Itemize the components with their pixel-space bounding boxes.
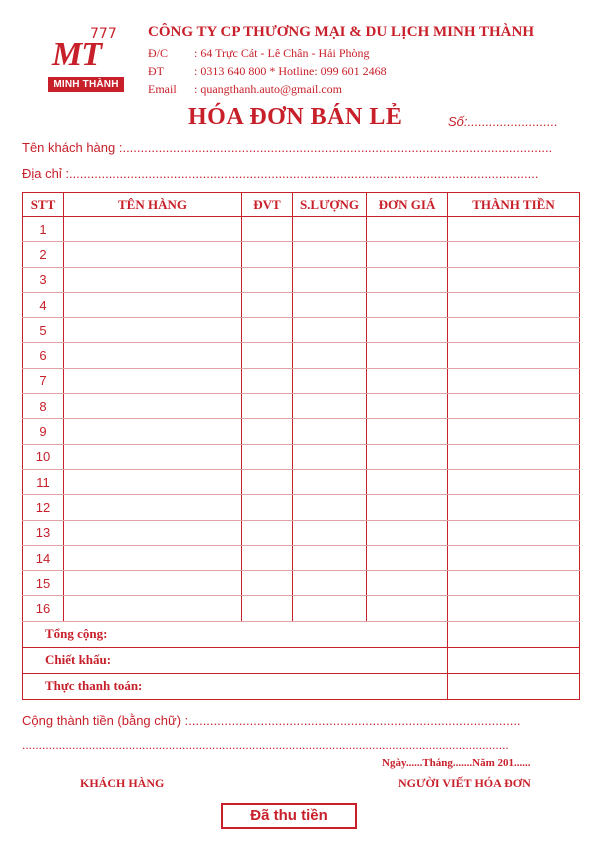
cell-unit xyxy=(242,368,293,393)
cell-amount xyxy=(448,343,580,368)
row-number: 1 xyxy=(23,217,64,242)
cell-price xyxy=(367,495,448,520)
row-number: 12 xyxy=(23,495,64,520)
cell-qty xyxy=(293,217,367,242)
cell-price xyxy=(367,394,448,419)
cell-item xyxy=(64,419,242,444)
cell-unit xyxy=(242,545,293,570)
cell-price xyxy=(367,242,448,267)
cell-price xyxy=(367,217,448,242)
cell-qty xyxy=(293,520,367,545)
cell-price xyxy=(367,343,448,368)
cell-price xyxy=(367,469,448,494)
table-row xyxy=(23,394,580,419)
company-name: CÔNG TY CP THƯƠNG MẠI & DU LỊCH MINH THÀNH xyxy=(148,24,534,40)
cell-unit xyxy=(242,520,293,545)
cell-price xyxy=(367,292,448,317)
cell-price xyxy=(367,596,448,621)
cell-price xyxy=(367,571,448,596)
logo-mark: MT xyxy=(52,36,101,73)
table-row xyxy=(23,469,580,494)
row-number: 4 xyxy=(23,292,64,317)
cell-unit xyxy=(242,444,293,469)
cell-qty xyxy=(293,545,367,570)
header-unit: ĐVT xyxy=(242,193,293,217)
cell-amount xyxy=(448,267,580,292)
cell-amount xyxy=(448,495,580,520)
customer-name-field: Tên khách hàng :....................................................................................................................... xyxy=(22,140,553,155)
cell-amount xyxy=(448,318,580,343)
items-table xyxy=(22,192,580,700)
issuer-signature-label: NGƯỜI VIẾT HÓA ĐƠN xyxy=(398,776,531,790)
cell-amount xyxy=(448,520,580,545)
address-key: Đ/C xyxy=(148,46,169,60)
total-in-words-field: Cộng thành tiền (bằng chữ) :............................................................................................ xyxy=(22,713,521,728)
table-row xyxy=(23,520,580,545)
row-number: 6 xyxy=(23,343,64,368)
cell-qty xyxy=(293,242,367,267)
cell-unit xyxy=(242,419,293,444)
cell-qty xyxy=(293,495,367,520)
header-quantity: S.LƯỢNG xyxy=(293,193,367,217)
summary-value-payable xyxy=(448,673,580,699)
table-row xyxy=(23,217,580,242)
table-row xyxy=(23,343,580,368)
cell-amount xyxy=(448,394,580,419)
header-item-name: TÊN HÀNG xyxy=(64,193,242,217)
table-row xyxy=(23,267,580,292)
cell-item xyxy=(64,217,242,242)
cell-qty xyxy=(293,267,367,292)
cell-item xyxy=(64,571,242,596)
cell-amount xyxy=(448,571,580,596)
table-row xyxy=(23,419,580,444)
cell-price xyxy=(367,318,448,343)
paid-stamp: Đã thu tiền xyxy=(221,803,357,829)
header-stt: STT xyxy=(23,193,64,217)
cell-unit xyxy=(242,469,293,494)
header-unit-price: ĐƠN GIÁ xyxy=(367,193,448,217)
company-phone xyxy=(148,64,387,79)
summary-label-payable: Thực thanh toán: xyxy=(23,673,448,699)
summary-label-discount: Chiết khấu: xyxy=(23,647,448,673)
table-header-row xyxy=(23,193,580,217)
logo-ticks: 777 xyxy=(90,26,117,42)
header-amount: THÀNH TIỀN xyxy=(448,193,580,217)
cell-qty xyxy=(293,444,367,469)
company-email xyxy=(148,82,342,97)
cell-amount xyxy=(448,469,580,494)
cell-price xyxy=(367,267,448,292)
cell-item xyxy=(64,469,242,494)
row-number: 2 xyxy=(23,242,64,267)
cell-qty xyxy=(293,469,367,494)
cell-price xyxy=(367,368,448,393)
logo-band: MINH THÀNH xyxy=(48,77,124,92)
cell-qty xyxy=(293,571,367,596)
cell-item xyxy=(64,267,242,292)
cell-unit xyxy=(242,596,293,621)
cell-unit xyxy=(242,343,293,368)
cell-price xyxy=(367,545,448,570)
table-row xyxy=(23,318,580,343)
cell-item xyxy=(64,318,242,343)
row-number: 15 xyxy=(23,571,64,596)
cell-amount xyxy=(448,217,580,242)
table-row xyxy=(23,545,580,570)
phone-value: : 0313 640 800 * Hotline: 099 601 2468 xyxy=(194,64,387,78)
cell-amount xyxy=(448,419,580,444)
sign-date: Ngày......Tháng.......Năm 201...... xyxy=(382,757,531,769)
cell-qty xyxy=(293,343,367,368)
row-number: 7 xyxy=(23,368,64,393)
invoice-title: HÓA ĐƠN BÁN LẺ xyxy=(188,104,403,130)
phone-key: ĐT xyxy=(148,64,164,78)
table-row xyxy=(23,596,580,621)
table-row xyxy=(23,495,580,520)
row-number: 11 xyxy=(23,469,64,494)
table-row xyxy=(23,571,580,596)
cell-item xyxy=(64,520,242,545)
email-value: : quangthanh.auto@gmail.com xyxy=(194,82,343,96)
cell-item xyxy=(64,242,242,267)
row-number: 3 xyxy=(23,267,64,292)
cell-item xyxy=(64,444,242,469)
customer-signature-label: KHÁCH HÀNG xyxy=(80,776,165,790)
cell-amount xyxy=(448,368,580,393)
cell-unit xyxy=(242,292,293,317)
email-key: Email xyxy=(148,82,177,96)
table-row xyxy=(23,242,580,267)
table-row xyxy=(23,292,580,317)
cell-unit xyxy=(242,242,293,267)
company-address xyxy=(148,46,370,61)
cell-qty xyxy=(293,394,367,419)
summary-row-total xyxy=(23,621,580,647)
cell-qty xyxy=(293,368,367,393)
cell-unit xyxy=(242,394,293,419)
cell-item xyxy=(64,495,242,520)
row-number: 8 xyxy=(23,394,64,419)
row-number: 5 xyxy=(23,318,64,343)
cell-qty xyxy=(293,596,367,621)
cell-item xyxy=(64,368,242,393)
company-logo xyxy=(46,22,126,94)
invoice-number-field: Số:......................... xyxy=(448,114,558,129)
cell-unit xyxy=(242,217,293,242)
summary-label-total: Tổng cộng: xyxy=(23,621,448,647)
table-row xyxy=(23,444,580,469)
cell-amount xyxy=(448,596,580,621)
cell-item xyxy=(64,343,242,368)
table-row xyxy=(23,368,580,393)
cell-item xyxy=(64,545,242,570)
cell-item xyxy=(64,394,242,419)
cell-amount xyxy=(448,242,580,267)
summary-row-payable xyxy=(23,673,580,699)
row-number: 13 xyxy=(23,520,64,545)
cell-qty xyxy=(293,292,367,317)
cell-amount xyxy=(448,444,580,469)
cell-unit xyxy=(242,571,293,596)
row-number: 10 xyxy=(23,444,64,469)
summary-row-discount xyxy=(23,647,580,673)
cell-qty xyxy=(293,419,367,444)
customer-address-field: Địa chỉ :.................................................................................................................................. xyxy=(22,166,539,181)
summary-value-total xyxy=(448,621,580,647)
cell-item xyxy=(64,596,242,621)
cell-item xyxy=(64,292,242,317)
cell-unit xyxy=(242,495,293,520)
cell-price xyxy=(367,419,448,444)
row-number: 16 xyxy=(23,596,64,621)
cell-price xyxy=(367,520,448,545)
total-in-words-line: .................................................................................................................................................. xyxy=(22,738,509,752)
summary-value-discount xyxy=(448,647,580,673)
cell-unit xyxy=(242,267,293,292)
address-value: : 64 Trực Cát - Lê Chân - Hải Phòng xyxy=(194,46,370,60)
row-number: 9 xyxy=(23,419,64,444)
row-number: 14 xyxy=(23,545,64,570)
cell-unit xyxy=(242,318,293,343)
cell-price xyxy=(367,444,448,469)
cell-amount xyxy=(448,292,580,317)
cell-amount xyxy=(448,545,580,570)
cell-qty xyxy=(293,318,367,343)
